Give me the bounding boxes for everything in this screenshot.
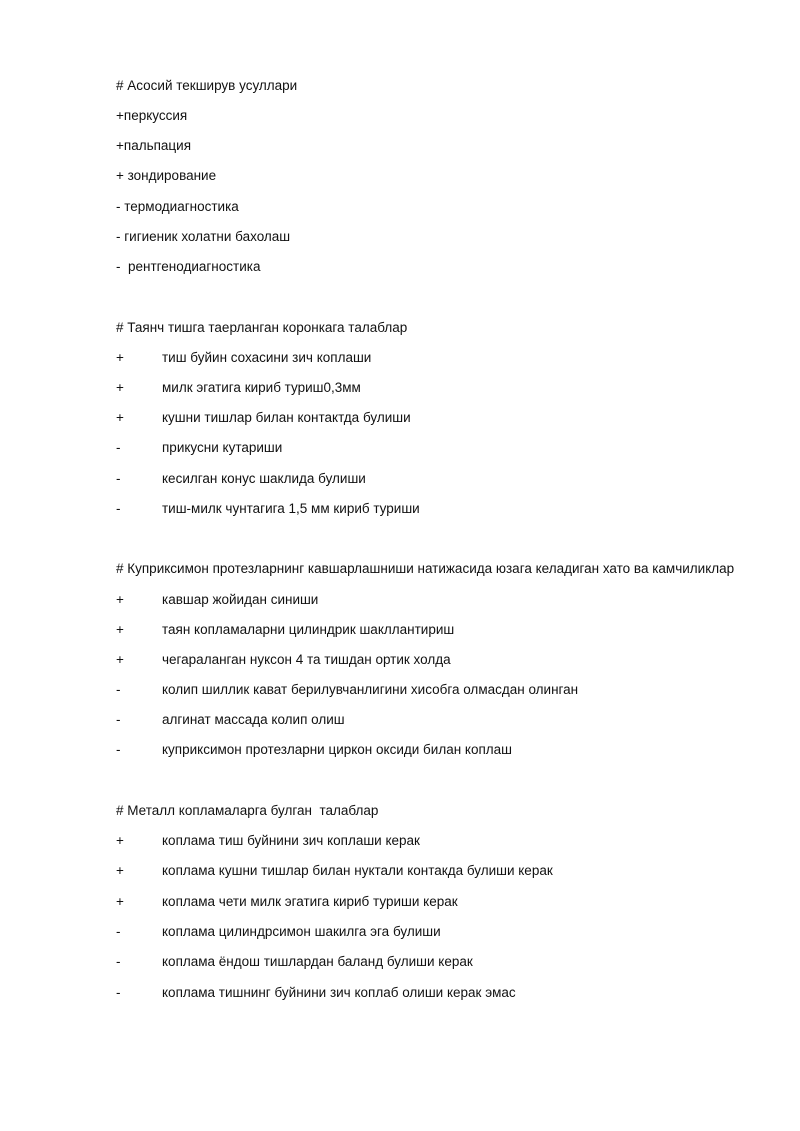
answer-option: - гигиеник холатни бахолаш (116, 229, 291, 244)
answer-option: +пальпация (116, 138, 192, 153)
answer-option: коплама кушни тишлар билан нуктали контакда булиши керак (162, 863, 553, 878)
question-heading: # Металл копламаларга булган талаблар (116, 803, 379, 818)
answer-marker: + (116, 652, 124, 667)
answer-option: таян копламаларни цилиндрик шакллантириш (162, 622, 455, 637)
answer-marker: - (116, 471, 121, 486)
answer-option: тиш буйин сохасини зич коплаши (162, 350, 372, 365)
answer-marker: - (116, 712, 121, 727)
answer-marker: + (116, 410, 124, 425)
answer-marker: - (116, 682, 121, 697)
answer-option: кушни тишлар билан контактда булиши (162, 410, 411, 425)
answer-option: прикусни кутариши (162, 440, 283, 455)
answer-marker: + (116, 350, 124, 365)
answer-marker: - (116, 501, 121, 516)
answer-option: колип шиллик кават берилувчанлигини хисобга олмасдан олинган (162, 682, 579, 697)
answer-marker: + (116, 894, 124, 909)
answer-marker: + (116, 380, 124, 395)
answer-option: чегараланган нуксон 4 та тишдан ортик холда (162, 652, 451, 667)
answer-option: тиш-милк чунтагига 1,5 мм кириб туриши (162, 501, 420, 516)
question-heading: # Куприксимон протезларнинг кавшарлашниши натижасида юзага келадиган хато ва камчиликлар (116, 561, 735, 576)
answer-option: куприксимон протезларни циркон оксиди билан коплаш (162, 742, 512, 757)
answer-marker: + (116, 833, 124, 848)
answer-option: кесилган конус шаклида булиши (162, 471, 366, 486)
answer-marker: - (116, 742, 121, 757)
answer-option: - рентгенодиагностика (116, 259, 261, 274)
answer-option: +перкуссия (116, 108, 188, 123)
question-heading: # Асосий текширув усуллари (116, 78, 298, 93)
question-heading: # Таянч тишга таерланган коронкага талаблар (116, 320, 408, 335)
answer-marker: - (116, 954, 121, 969)
answer-option: коплама ёндош тишлардан баланд булиши керак (162, 954, 473, 969)
answer-option: коплама чети милк эгатига кириб туриши керак (162, 894, 458, 909)
answer-marker: - (116, 440, 121, 455)
answer-option: + зондирование (116, 168, 217, 183)
answer-marker: + (116, 622, 124, 637)
answer-option: - термодиагностика (116, 199, 239, 214)
answer-marker: - (116, 924, 121, 939)
answer-option: алгинат массада колип олиш (162, 712, 345, 727)
answer-option: коплама цилиндрсимон шакилга эга булиши (162, 924, 441, 939)
answer-option: кавшар жойидан синиши (162, 592, 319, 607)
answer-option: коплама тишнинг буйнини зич коплаб олиши керак эмас (162, 985, 516, 1000)
answer-option: коплама тиш буйнини зич коплаши керак (162, 833, 420, 848)
answer-marker: + (116, 592, 124, 607)
answer-marker: - (116, 985, 121, 1000)
answer-option: милк эгатига кириб туриш0,3мм (162, 380, 361, 395)
answer-marker: + (116, 863, 124, 878)
